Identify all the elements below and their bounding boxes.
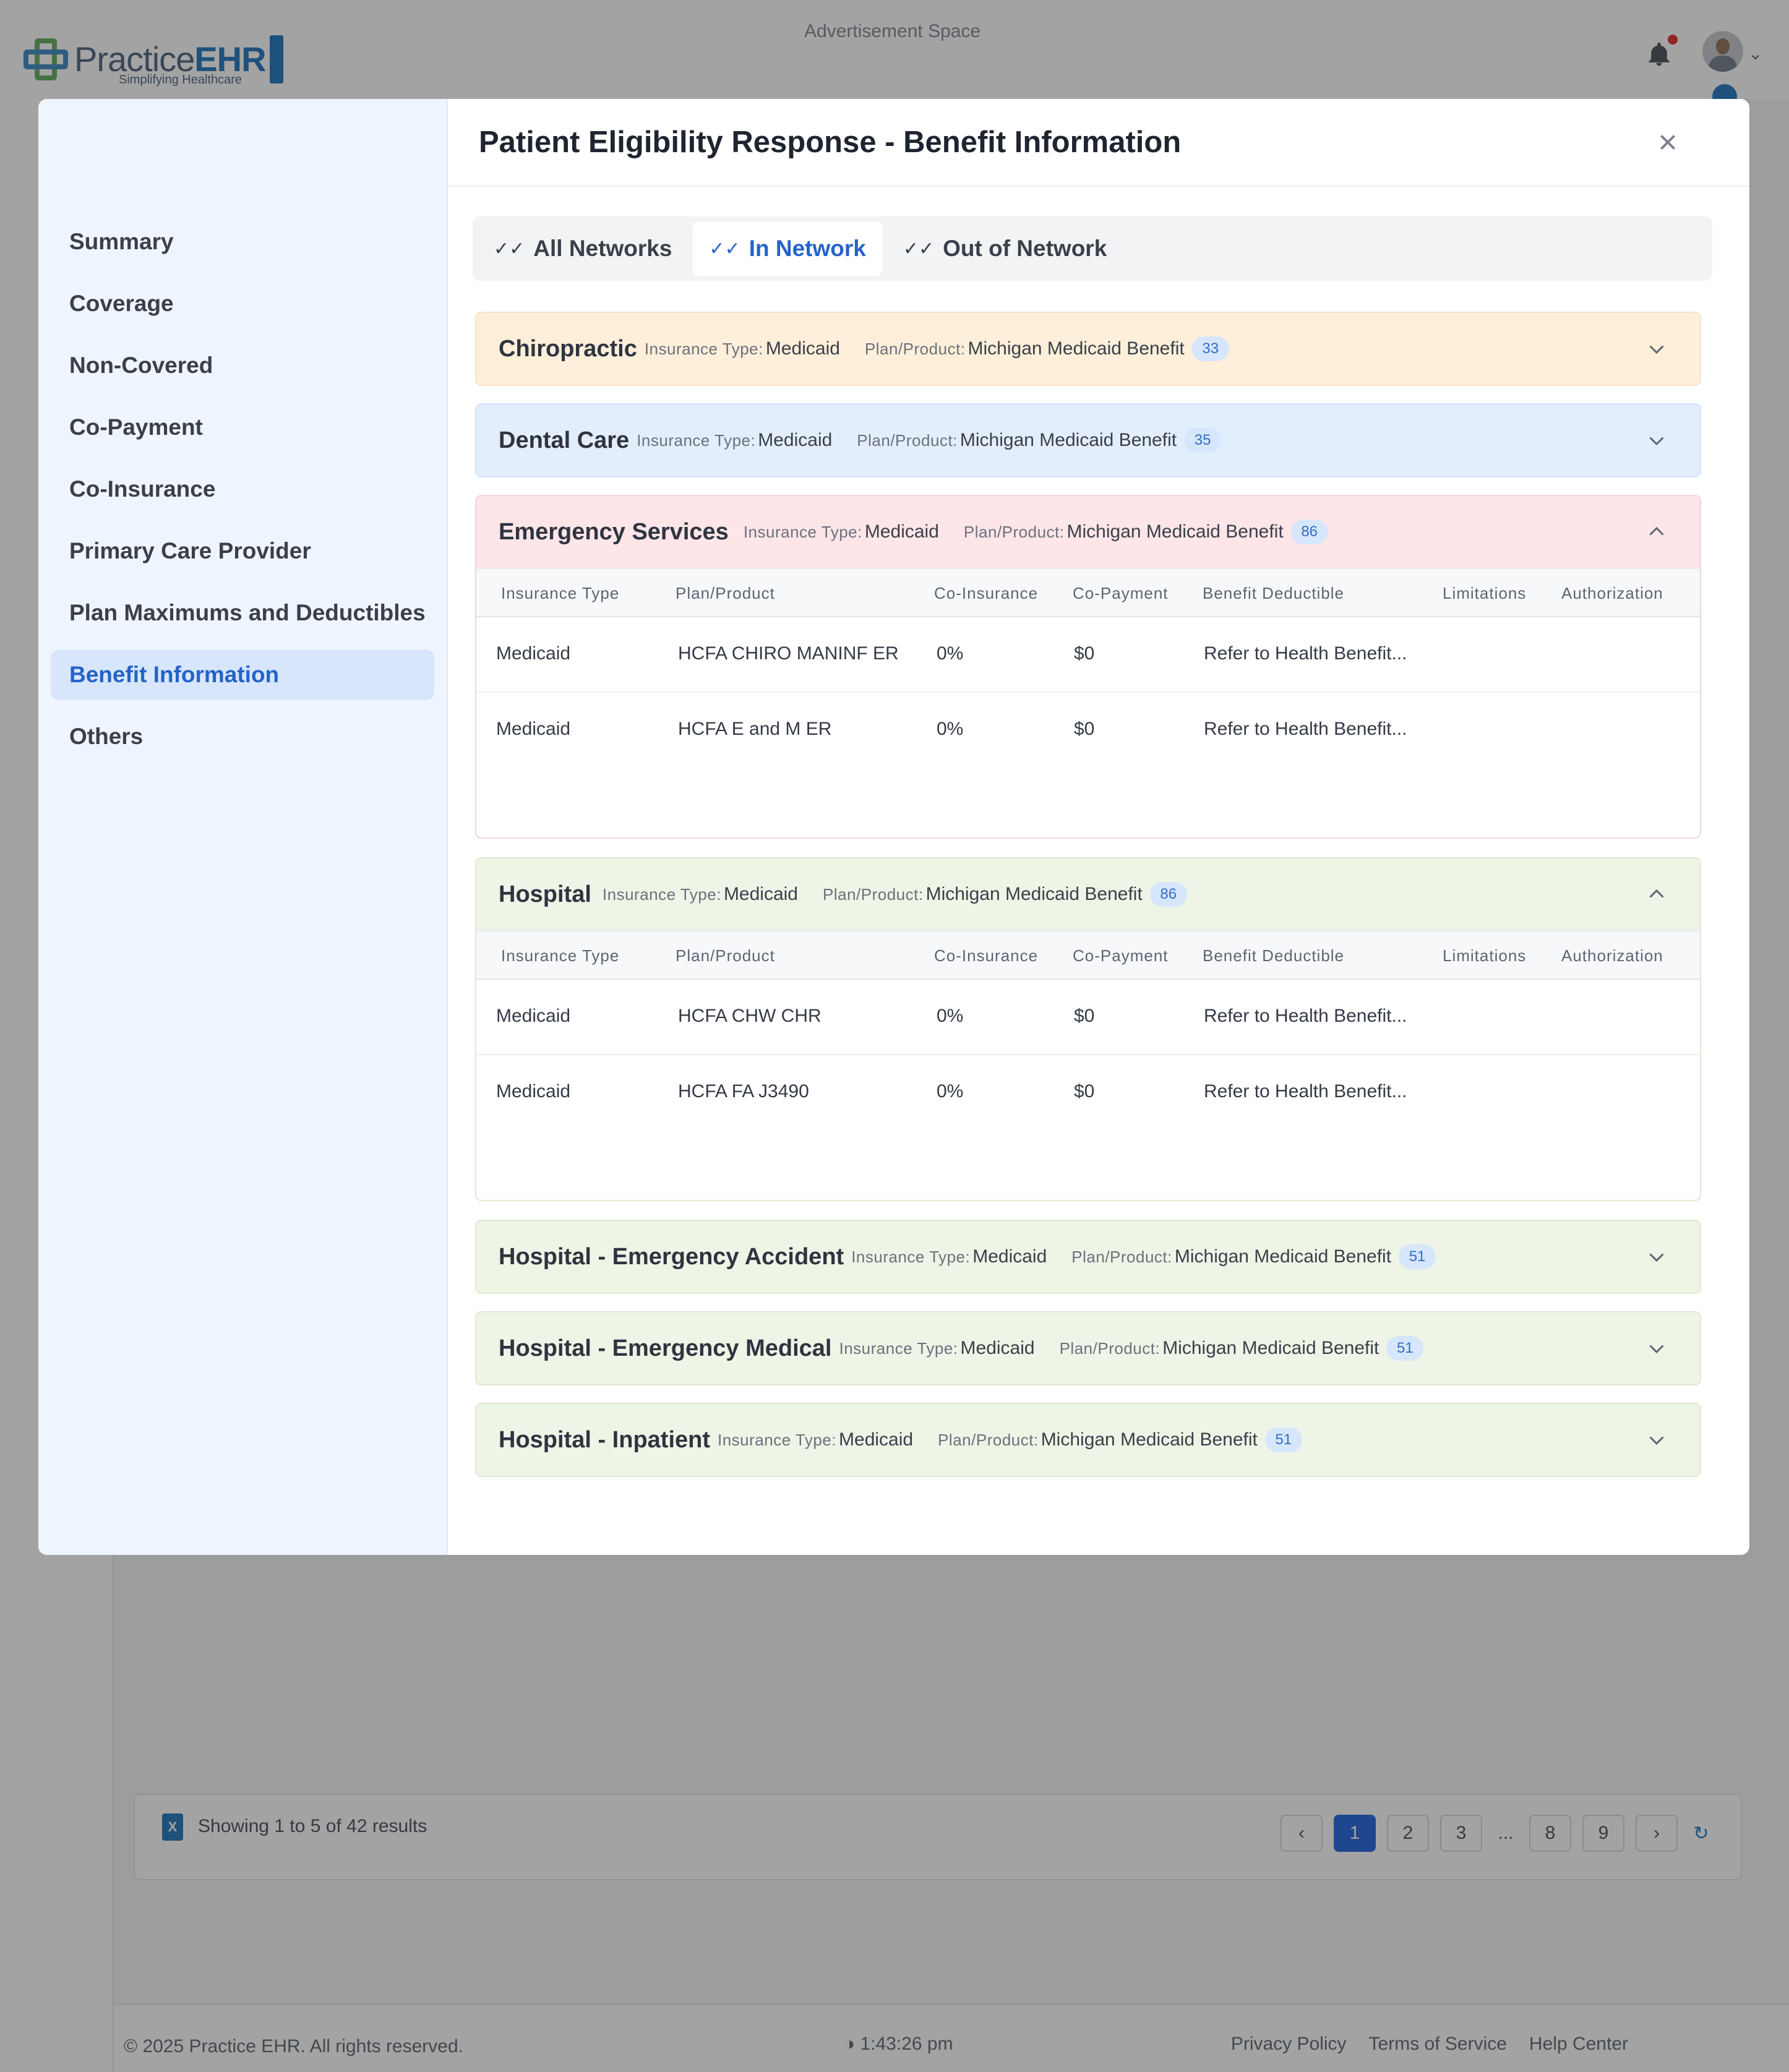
section-title: Hospital [499,881,591,907]
brand-tagline: Simplifying Healthcare [119,73,242,87]
chevron-up-icon[interactable] [1645,883,1668,905]
network-tabs [473,216,1712,281]
brand-name: PracticeEHR [74,40,266,79]
plan-product-key: Plan/Product: [864,339,966,358]
clock-icon: ◑ [844,2034,860,2054]
nav-item-co-insurance[interactable]: Co-Insurance [69,476,216,502]
modal-header [448,99,1749,187]
nav-item-co-payment[interactable]: Co-Payment [69,414,203,440]
chevron-down-icon[interactable] [1645,1337,1668,1359]
cell-co-insurance: 0% [937,1081,964,1102]
cell-benefit-deductible: Refer to Health Benefit... [1204,1006,1407,1026]
tab-label: In Network [749,236,866,261]
modal-nav [38,99,448,1555]
column-insurance-type[interactable]: Insurance Type [501,946,620,965]
section-title: Dental Care [499,427,630,453]
column-limitations[interactable]: Limitations [1443,946,1527,965]
count-badge: 51 [1386,1336,1423,1361]
plan-product-value: Michigan Medicaid Benefit [1040,1429,1258,1450]
tab-in-network[interactable] [693,221,882,276]
cell-benefit-deductible: Refer to Health Benefit... [1204,643,1407,664]
insurance-type-key: Insurance Type: [851,1247,971,1266]
excel-export-icon[interactable]: X [162,1813,183,1841]
page-button-2[interactable]: 2 [1387,1815,1429,1852]
section-header[interactable] [476,496,1700,568]
nav-item-others[interactable]: Others [69,724,144,749]
column-co-payment[interactable]: Co-Payment [1073,584,1169,602]
column-plan-product[interactable]: Plan/Product [676,946,775,965]
nav-item-non-covered[interactable]: Non-Covered [69,353,213,378]
insurance-type-key: Insurance Type: [644,339,763,358]
privacy-policy-link[interactable]: Privacy Policy [1230,2034,1347,2054]
next-page-button[interactable]: › [1636,1815,1678,1852]
tab-label: Out of Network [943,236,1107,261]
plan-product-value: Michigan Medicaid Benefit [967,338,1185,359]
results-count: Showing 1 to 5 of 42 results [198,1816,427,1836]
double-check-icon: ✓✓ [709,238,740,259]
page-button-8[interactable]: 8 [1529,1815,1571,1852]
cell-benefit-deductible: Refer to Health Benefit... [1204,1081,1407,1102]
cell-insurance-type: Medicaid [496,719,571,739]
page-button-3[interactable]: 3 [1440,1815,1482,1852]
cell-insurance-type: Medicaid [496,643,571,664]
column-authorization[interactable]: Authorization [1561,946,1663,965]
count-badge: 86 [1150,882,1187,907]
insurance-type-value: Medicaid [758,430,833,450]
column-insurance-type[interactable]: Insurance Type [501,584,620,602]
chevron-down-icon[interactable] [1645,1246,1668,1268]
benefit-section-chiropractic [475,312,1701,386]
cell-co-payment: $0 [1074,1006,1095,1026]
page-button-1[interactable]: 1 [1334,1815,1376,1852]
section-header[interactable] [476,1404,1700,1476]
insurance-type-value: Medicaid [723,884,798,904]
insurance-type-key: Insurance Type: [839,1338,958,1358]
plan-product-key: Plan/Product: [938,1430,1039,1449]
table-row[interactable] [476,980,1700,1055]
nav-item-primary-care-provider[interactable]: Primary Care Provider [69,538,311,563]
chevron-down-icon[interactable] [1645,338,1668,360]
chevron-down-icon[interactable] [1645,1429,1668,1451]
terms-of-service-link[interactable]: Terms of Service [1368,2034,1507,2054]
insurance-type-key: Insurance Type: [743,522,862,541]
count-badge: 33 [1192,336,1229,361]
section-header[interactable] [476,313,1700,385]
plan-product-key: Plan/Product: [823,884,924,904]
section-title: Hospital - Inpatient [499,1426,710,1453]
column-benefit-deductible[interactable]: Benefit Deductible [1203,584,1345,602]
cell-co-payment: $0 [1074,719,1095,739]
clock-time: ◑ 1:43:26 pm [844,2034,953,2054]
tab-all-networks[interactable] [478,221,688,276]
modal-content [448,99,1749,1555]
cell-co-insurance: 0% [937,643,964,664]
section-header[interactable] [476,405,1700,476]
benefit-section-emergency-services [475,495,1701,839]
table-row[interactable] [476,617,1700,693]
plan-product-value: Michigan Medicaid Benefit [925,884,1143,904]
plan-product-value: Michigan Medicaid Benefit [1066,521,1284,542]
cell-plan-product: HCFA CHW CHR [678,1006,822,1026]
cell-co-payment: $0 [1074,1081,1095,1102]
close-icon[interactable]: × [1658,124,1678,161]
nav-item-coverage[interactable]: Coverage [69,291,174,316]
section-title: Chiropractic [499,335,637,362]
column-authorization[interactable]: Authorization [1561,584,1663,602]
cell-plan-product: HCFA FA J3490 [678,1081,809,1102]
refresh-icon[interactable]: ↻ [1693,1823,1709,1844]
help-center-link[interactable]: Help Center [1529,2034,1628,2054]
cell-insurance-type: Medicaid [496,1006,571,1026]
section-title: Hospital - Emergency Medical [499,1335,832,1361]
prev-page-button[interactable]: ‹ [1281,1815,1323,1852]
cell-co-payment: $0 [1074,643,1095,664]
nav-item-plan-maximums[interactable]: Plan Maximums and Deductibles [69,600,426,625]
tab-out-of-network[interactable] [887,221,1123,276]
count-badge: 51 [1265,1428,1302,1452]
nav-item-benefit-information[interactable]: Benefit Information [51,649,434,700]
chevron-down-icon[interactable] [1645,429,1668,452]
insurance-type-value: Medicaid [960,1338,1035,1358]
modal-title: Patient Eligibility Response - Benefit Information [479,126,1182,159]
plan-product-value: Michigan Medicaid Benefit [1174,1246,1392,1267]
plan-product-key: Plan/Product: [857,430,958,450]
double-check-icon: ✓✓ [494,238,525,259]
insurance-type-value: Medicaid [765,338,840,359]
eligibility-modal [38,99,1749,1555]
benefit-table-header [476,568,1700,617]
section-header[interactable] [476,1312,1700,1384]
page-button-9[interactable]: 9 [1582,1815,1624,1852]
plan-product-value: Michigan Medicaid Benefit [1162,1338,1379,1358]
chevron-down-icon[interactable]: ⌄ [1748,44,1763,63]
section-title: Hospital - Emergency Accident [499,1243,844,1270]
insurance-type-key: Insurance Type: [637,430,756,450]
insurance-type-value: Medicaid [864,521,939,542]
double-check-icon: ✓✓ [903,238,935,259]
benefit-section-hospital-emergency-accident [475,1220,1701,1294]
insurance-type-value: Medicaid [839,1429,914,1450]
table-row[interactable] [476,1055,1700,1131]
tab-label: All Networks [533,236,672,261]
count-badge: 35 [1184,428,1221,453]
column-benefit-deductible[interactable]: Benefit Deductible [1203,946,1345,965]
column-co-insurance[interactable]: Co-Insurance [934,584,1039,602]
plan-product-value: Michigan Medicaid Benefit [959,430,1177,450]
section-header[interactable] [476,858,1700,930]
section-header[interactable] [476,1221,1700,1293]
page-ellipsis: ... [1498,1823,1514,1843]
count-badge: 86 [1291,520,1328,544]
plan-product-key: Plan/Product: [1071,1247,1172,1266]
benefit-section-dental-care [475,403,1701,477]
cell-plan-product: HCFA CHIRO MANINF ER [678,643,899,664]
cell-co-insurance: 0% [937,719,964,739]
cell-co-insurance: 0% [937,1006,964,1026]
column-co-payment[interactable]: Co-Payment [1073,946,1169,965]
insurance-type-value: Medicaid [972,1246,1047,1267]
count-badge: 51 [1399,1244,1436,1269]
table-row[interactable] [476,693,1700,768]
benefit-section-hospital [475,857,1701,1201]
column-limitations[interactable]: Limitations [1443,584,1527,602]
benefit-table-header [476,930,1700,980]
cell-plan-product: HCFA E and M ER [678,719,832,739]
nav-item-summary[interactable]: Summary [69,229,174,254]
benefit-section-hospital-emergency-medical [475,1311,1701,1385]
chevron-up-icon[interactable] [1645,521,1668,543]
column-co-insurance[interactable]: Co-Insurance [934,946,1039,965]
plan-product-key: Plan/Product: [1059,1338,1160,1358]
ad-space-label: Advertisement Space [804,21,981,41]
column-plan-product[interactable]: Plan/Product [676,584,775,602]
copyright-text: © 2025 Practice EHR. All rights reserved. [124,2036,463,2057]
cell-benefit-deductible: Refer to Health Benefit... [1204,719,1407,739]
insurance-type-key: Insurance Type: [602,884,721,904]
section-title: Emergency Services [499,518,729,545]
insurance-type-key: Insurance Type: [718,1430,837,1449]
cell-insurance-type: Medicaid [496,1081,571,1102]
plan-product-key: Plan/Product: [963,522,1065,541]
benefit-section-hospital-inpatient [475,1403,1701,1477]
